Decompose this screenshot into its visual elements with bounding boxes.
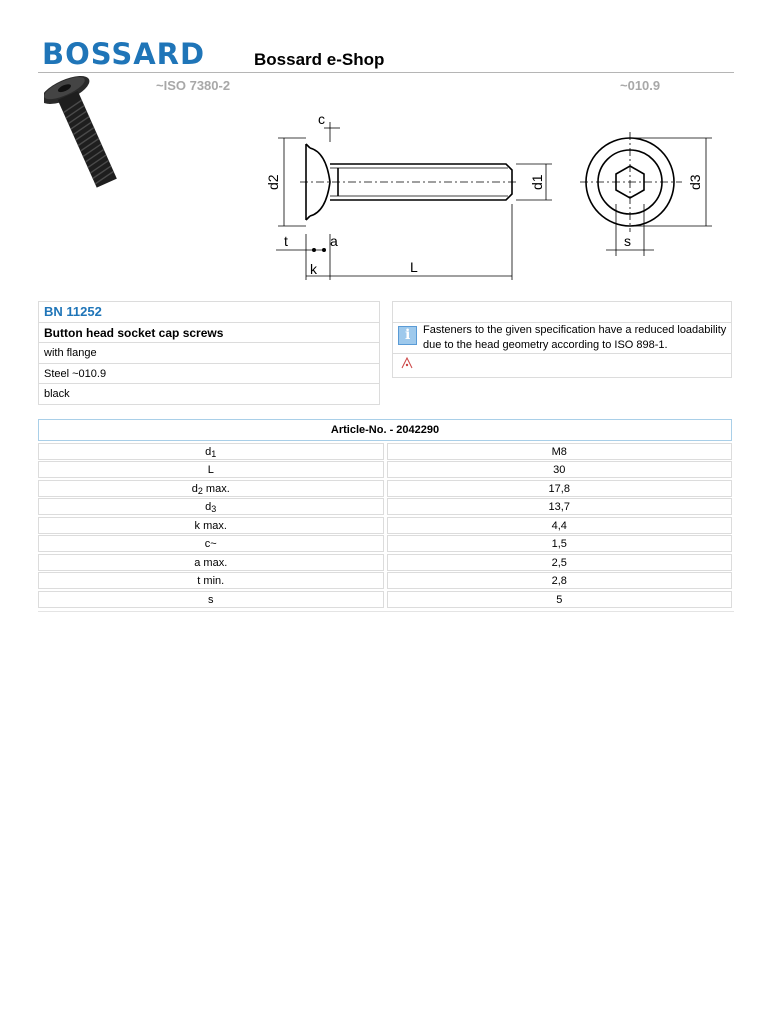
table-row <box>38 461 732 478</box>
spec-table-title: Article-No. - 2042290 <box>38 419 732 441</box>
product-code: BN 11252 <box>39 302 379 323</box>
page-title: Bossard e-Shop <box>254 50 385 69</box>
spec-name-cell: s <box>38 591 384 608</box>
info-icon: i <box>398 326 417 345</box>
table-row <box>38 480 732 497</box>
grade-label: ~010.9 <box>620 78 661 93</box>
spec-table <box>38 419 732 608</box>
spec-value-cell: 17,8 <box>387 480 733 497</box>
spec-name-cell: $d_3$ <box>38 498 384 515</box>
label-s: s <box>624 233 631 249</box>
spec-name-cell: $d_2$ max. <box>38 480 384 497</box>
table-row <box>38 535 732 552</box>
table-row <box>38 554 732 571</box>
note-box <box>392 301 732 378</box>
table-row <box>38 443 732 460</box>
spec-value-cell: M8 <box>387 443 733 460</box>
product-material: Steel ~010.9 <box>39 364 379 385</box>
table-row <box>38 517 732 534</box>
label-c: c <box>318 111 325 127</box>
table-row <box>38 572 732 589</box>
label-k: k <box>310 261 317 277</box>
label-t: t <box>284 233 288 249</box>
spec-value-cell: 5 <box>387 591 733 608</box>
standard-label: ~ISO 7380-2 <box>156 78 231 93</box>
technical-drawing <box>262 108 722 284</box>
label-d2: d2 <box>265 174 281 190</box>
product-info-box <box>38 301 380 405</box>
product-name: Button head socket cap screws <box>39 323 379 344</box>
spec-value-cell: 30 <box>387 461 733 478</box>
note-message: Fasteners to the given specification have a reduced loadability due to the head geometry according to ISO 898-1. <box>423 324 727 351</box>
label-d3: d3 <box>687 174 703 190</box>
spec-value-cell: 4,4 <box>387 517 733 534</box>
note-header-strip <box>393 302 731 323</box>
spec-name-cell: k max. <box>38 517 384 534</box>
label-L: L <box>410 259 418 275</box>
table-row <box>38 498 732 515</box>
spec-name-cell: L <box>38 461 384 478</box>
header-divider <box>38 72 734 73</box>
spec-name-cell: c~ <box>38 535 384 552</box>
spec-value-cell: 1,5 <box>387 535 733 552</box>
screw-photo-image <box>44 72 130 196</box>
product-feature: with flange <box>39 343 379 364</box>
caution-icon <box>399 355 415 371</box>
bossard-logo[interactable]: BOSSARD <box>42 37 206 71</box>
spec-name-cell: $d_1$ <box>38 443 384 460</box>
spec-name-cell: a max. <box>38 554 384 571</box>
product-finish: black <box>44 388 70 400</box>
label-d1: d1 <box>529 174 545 190</box>
table-row <box>38 591 732 608</box>
spec-value-cell: 13,7 <box>387 498 733 515</box>
spec-name-cell: t min. <box>38 572 384 589</box>
spec-value-cell: 2,8 <box>387 572 733 589</box>
spec-value-cell: 2,5 <box>387 554 733 571</box>
label-a: a <box>330 233 338 249</box>
